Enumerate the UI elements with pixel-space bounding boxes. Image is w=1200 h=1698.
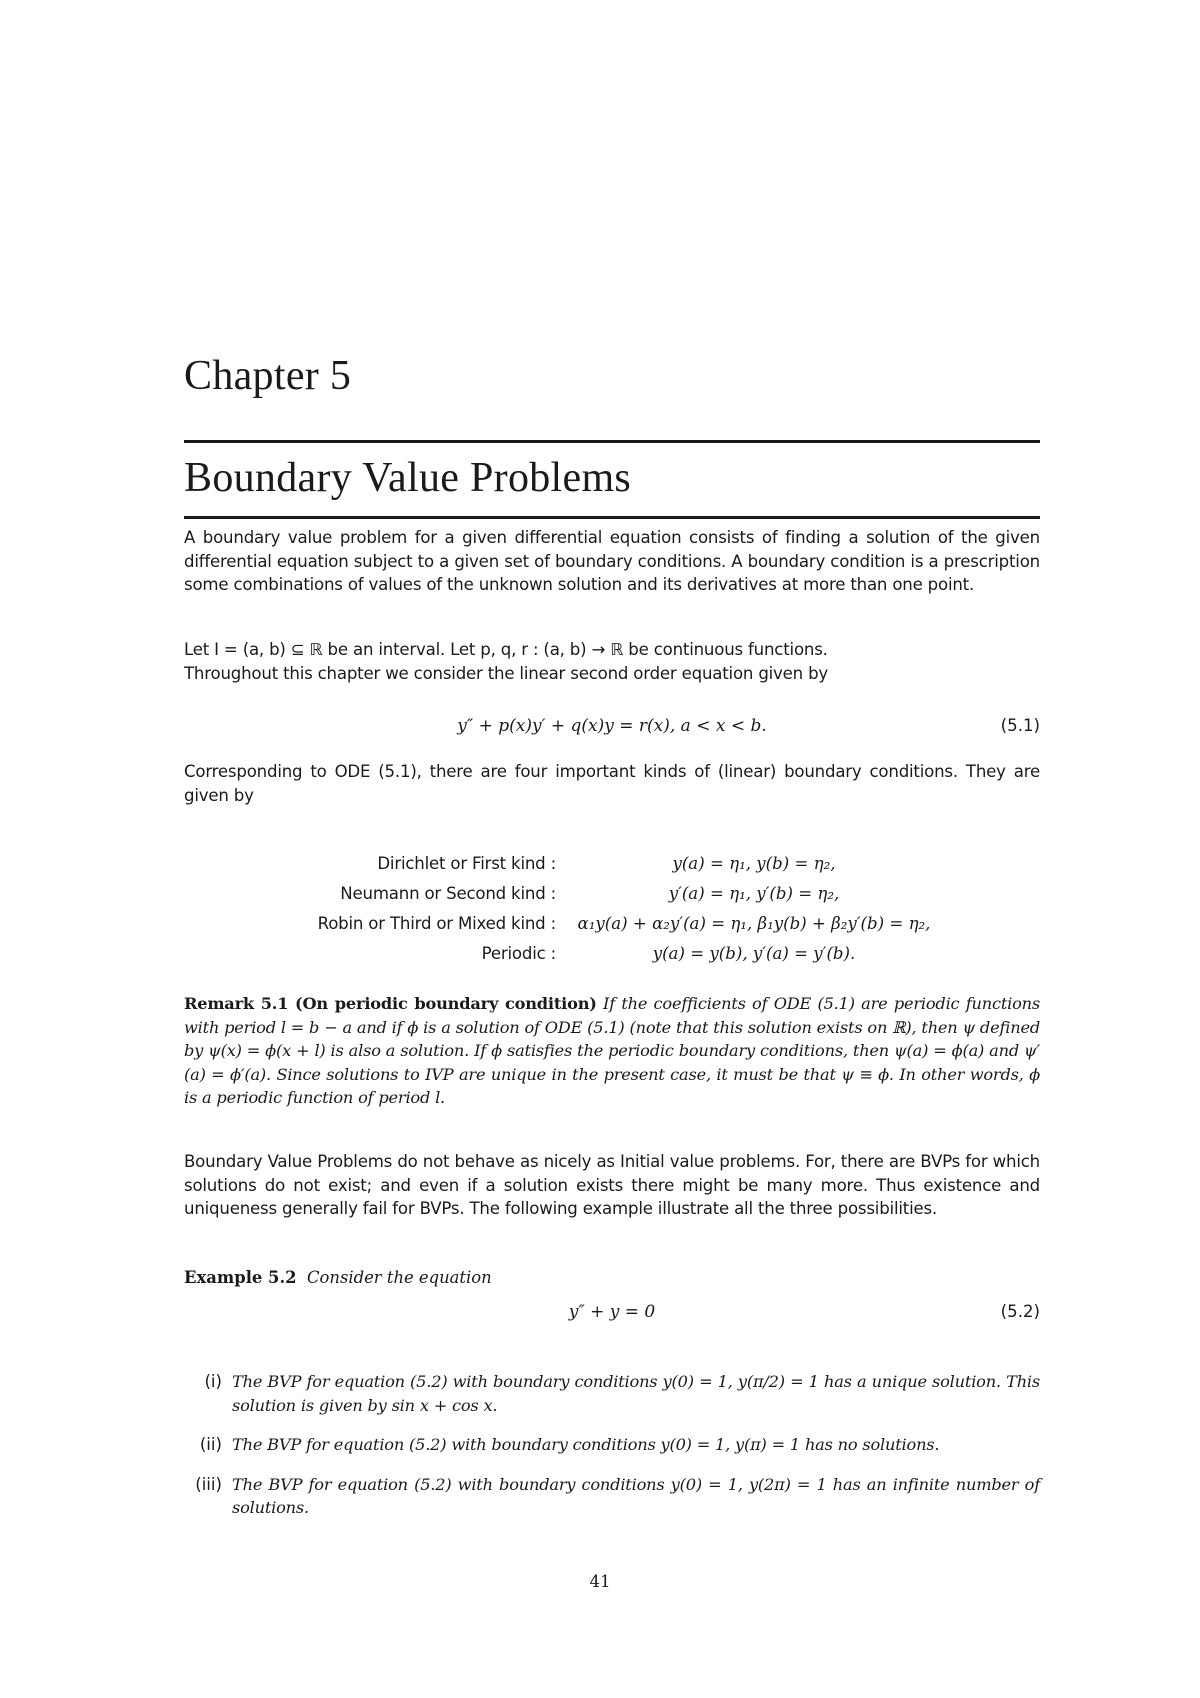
boundary-condition-kind: Neumann or Second kind : xyxy=(340,884,556,903)
example-cases-list xyxy=(184,1370,1040,1536)
remark-5-1 xyxy=(184,992,1040,1110)
list-item-text: The BVP for equation (5.2) with boundary conditions y(0) = 1, y(2π) = 1 has an infinite number of solutions. xyxy=(232,1474,1040,1517)
example-label: Example 5.2 xyxy=(184,1268,297,1287)
boundary-condition-formula: y′(a) = η₁, y′(b) = η₂, xyxy=(668,884,840,903)
remark-text: If the coefficients of ODE (5.1) are periodic functions with period l = b − a and if ϕ is a solution of ODE (5.1) (note that this solution exists on ℝ), then ψ defined by ψ(x) = ϕ(x + l) is also a solution. If ϕ satisfies the periodic boundary conditions, then ψ(a) = ϕ(a) and ψ′(a) = ϕ′(a). Since solutions to IVP are unique in the present case, it must be that ψ ≡ ϕ. In other words, ϕ is a periodic function of period l. xyxy=(184,994,1040,1107)
title-rule-bottom xyxy=(184,516,1040,519)
setup-paragraph xyxy=(184,638,1040,685)
boundary-condition-formula: α₁y(a) + α₂y′(a) = η₁, β₁y(b) + β₂y′(b) = η₂, xyxy=(577,914,931,933)
equation-5-1-body: y″ + p(x)y′ + q(x)y = r(x), a < x < b. xyxy=(457,716,767,736)
page-number: 41 xyxy=(589,1572,611,1591)
list-item xyxy=(184,1433,1040,1457)
boundary-condition-kind: Robin or Third or Mixed kind : xyxy=(317,914,556,933)
boundary-condition-kind: Dirichlet or First kind : xyxy=(377,854,556,873)
boundary-condition-row xyxy=(184,914,1040,944)
list-item-text: The BVP for equation (5.2) with boundary conditions y(0) = 1, y(π) = 1 has no solutions. xyxy=(232,1435,940,1454)
intro-paragraph: A boundary value problem for a given differential equation consists of finding a solution of the given differential equation subject to a given set of boundary conditions. A boundary condition is a prescription some combinations of values of the unknown solution and its derivatives at more than one point. xyxy=(184,528,1040,594)
boundary-condition-row xyxy=(184,944,1040,974)
bvp-paragraph: Boundary Value Problems do not behave as nicely as Initial value problems. For, there are BVPs for which solutions do not exist; and even if a solution exists there might be many more. Thus existence and uniqueness generally fail for BVPs. The following example illustrate all the three possibilities. xyxy=(184,1152,1040,1218)
setup-line-2: Throughout this chapter we consider the linear second order equation given by xyxy=(184,663,829,683)
chapter-label: Chapter 5 xyxy=(184,353,352,399)
boundary-condition-row xyxy=(184,854,1040,884)
list-item-marker: (i) xyxy=(204,1372,222,1391)
equation-5-2-number: (5.2) xyxy=(1000,1302,1040,1321)
boundary-condition-row xyxy=(184,884,1040,914)
equation-5-2 xyxy=(184,1302,1040,1328)
boundary-condition-formula: y(a) = η₁, y(b) = η₂, xyxy=(672,854,836,873)
boundary-condition-formula: y(a) = y(b), y′(a) = y′(b). xyxy=(652,944,856,963)
list-item xyxy=(184,1370,1040,1417)
remark-label: Remark 5.1 (On periodic boundary condition) xyxy=(184,994,597,1013)
equation-5-1-number: (5.1) xyxy=(1000,716,1040,735)
list-item-marker: (iii) xyxy=(195,1474,222,1494)
title-rule-top xyxy=(184,440,1040,443)
example-intro: Consider the equation xyxy=(307,1268,492,1287)
equation-5-1 xyxy=(184,716,1040,742)
boundary-conditions-table xyxy=(184,854,1040,974)
conditions-intro-paragraph: Corresponding to ODE (5.1), there are four important kinds of (linear) boundary conditions. They are given by xyxy=(184,762,1040,805)
boundary-condition-kind: Periodic : xyxy=(481,944,556,963)
chapter-title: Boundary Value Problems xyxy=(184,455,632,501)
list-item-text: The BVP for equation (5.2) with boundary conditions y(0) = 1, y(π/2) = 1 has a unique solution. This solution is given by sin x + cos x. xyxy=(232,1372,1040,1415)
list-item xyxy=(184,1473,1040,1520)
example-5-2-heading xyxy=(184,1268,492,1287)
setup-line-1: Let I = (a, b) ⊆ ℝ be an interval. Let p, q, r : (a, b) → ℝ be continuous functions. xyxy=(184,640,828,659)
list-item-marker: (ii) xyxy=(199,1435,222,1454)
equation-5-2-body: y″ + y = 0 xyxy=(568,1302,656,1322)
